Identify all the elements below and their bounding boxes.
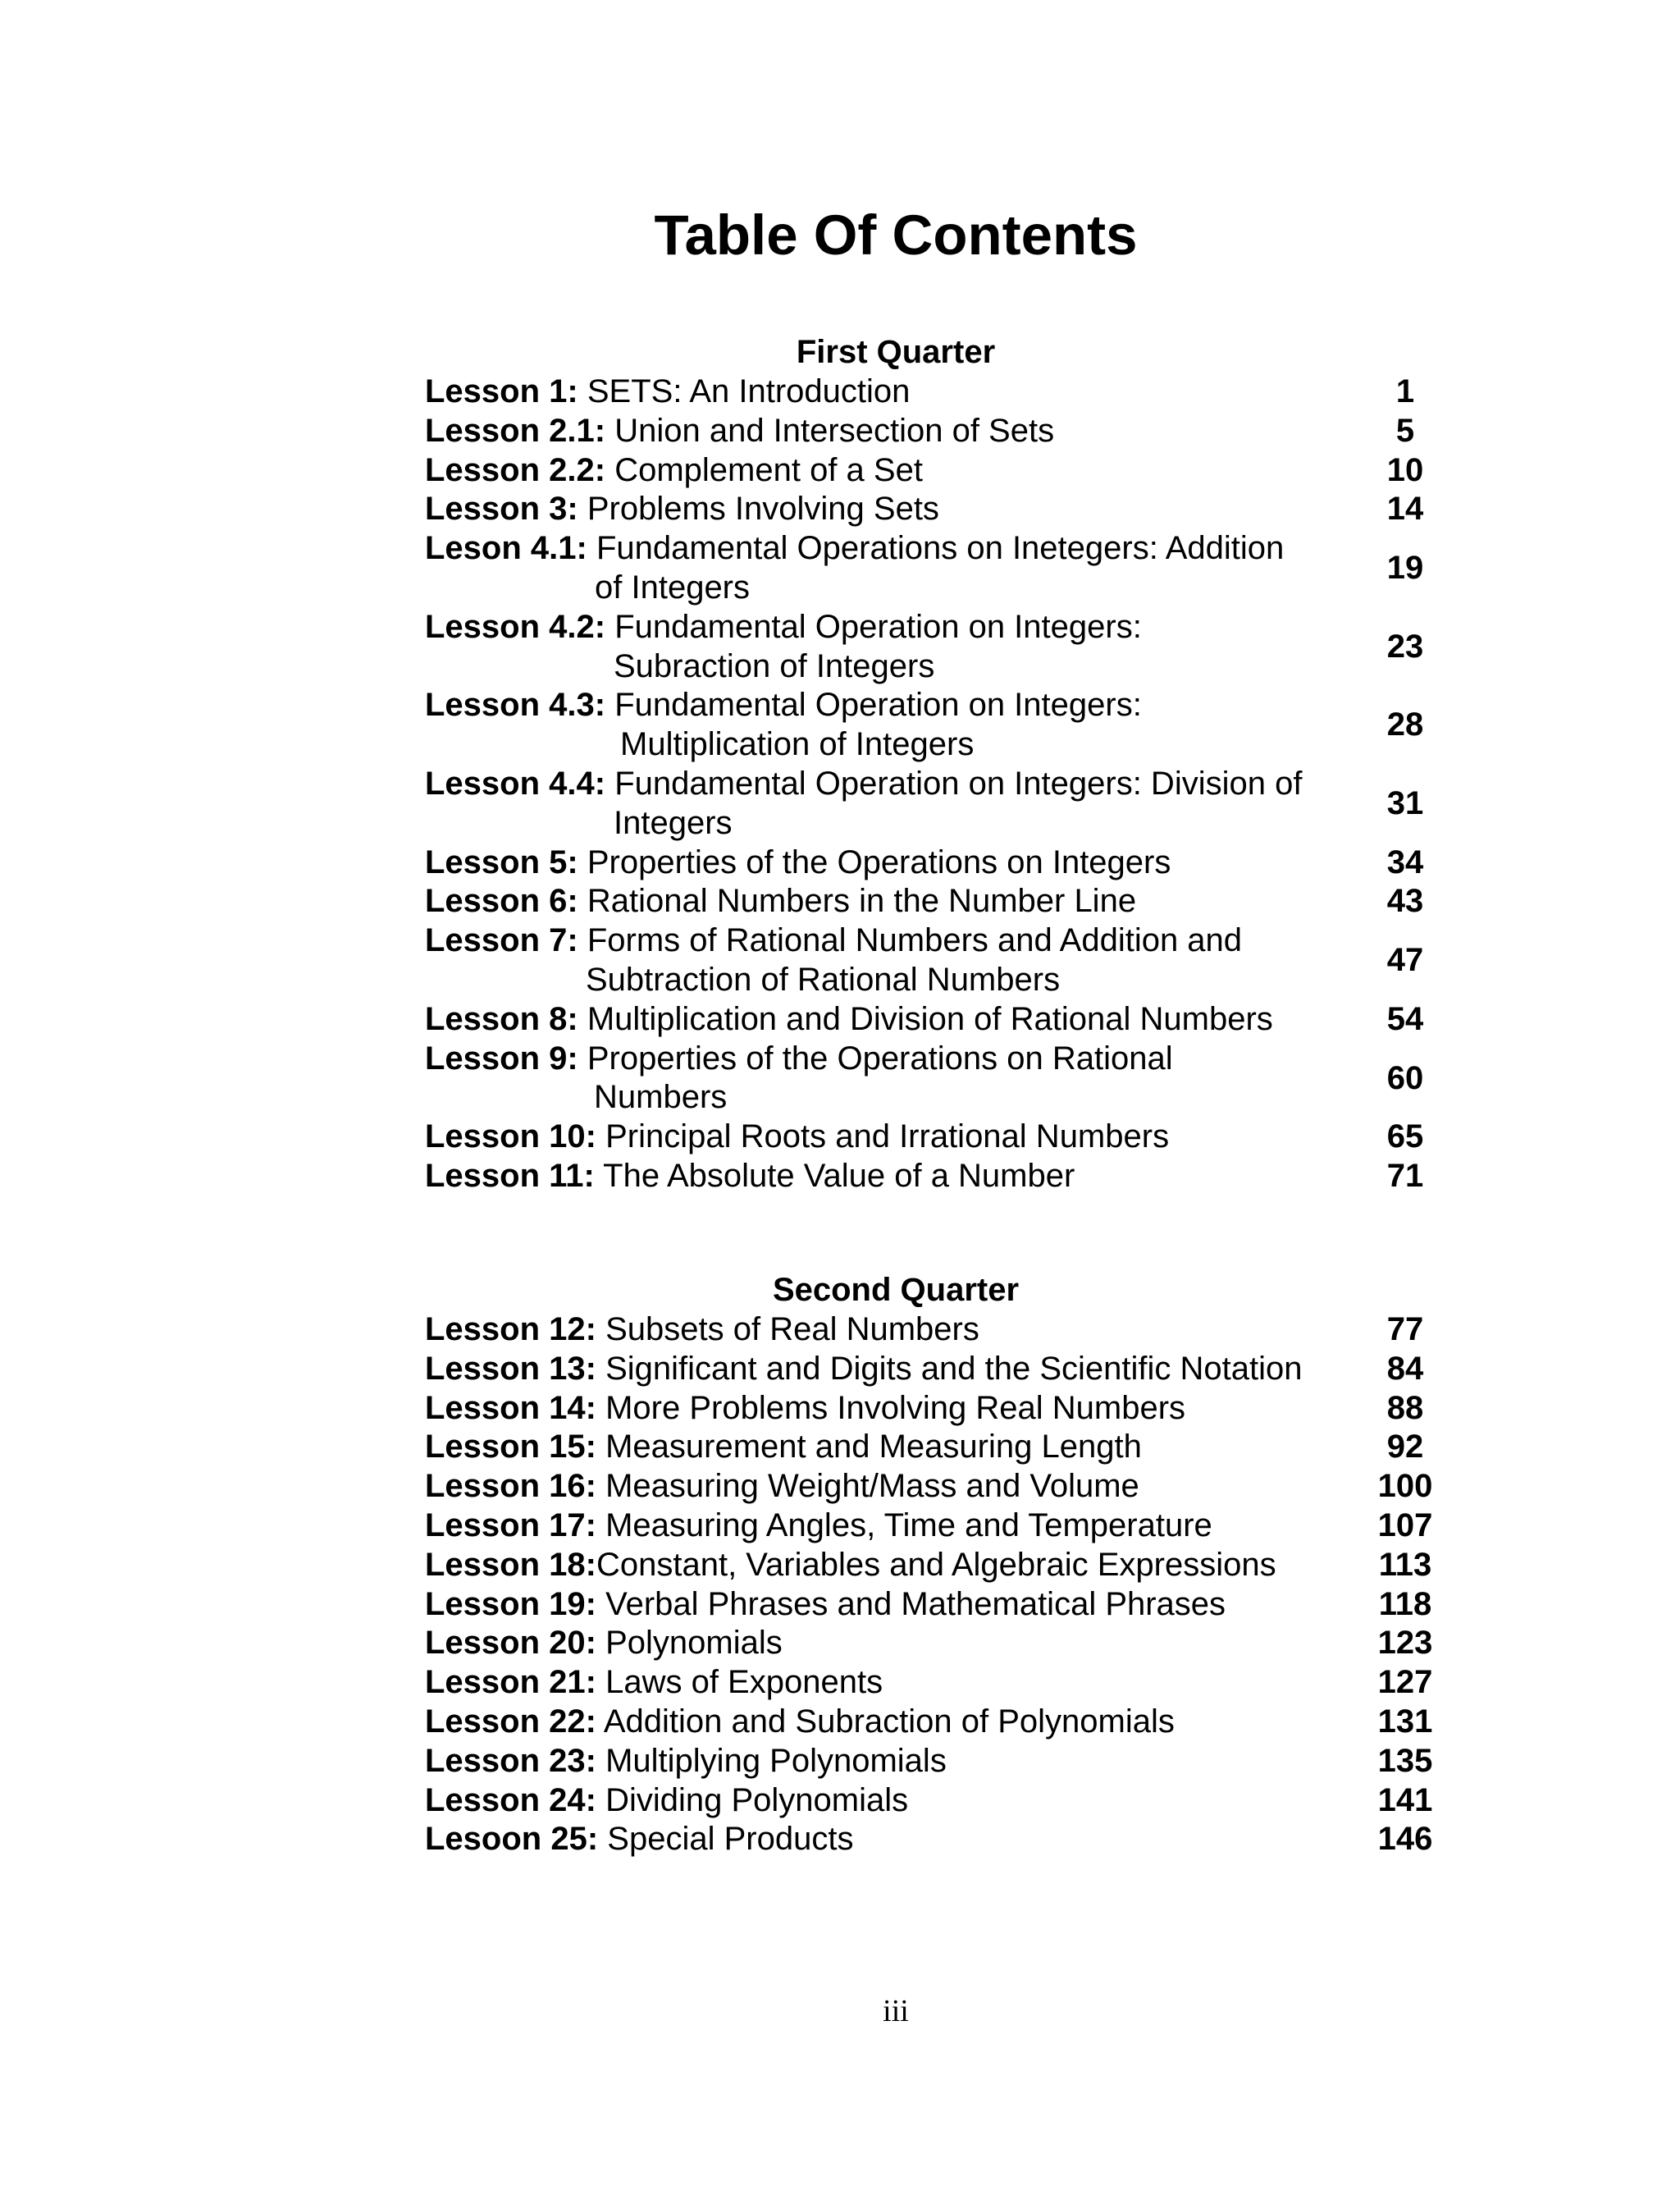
- toc-entry: [425, 529, 1442, 608]
- toc-entry: [425, 1742, 1442, 1781]
- toc-entry-text: Special Products: [607, 1821, 854, 1858]
- toc-entry-label: Lesson 2.2:: [425, 451, 606, 488]
- toc-entry-title-line: [425, 1546, 1442, 1585]
- toc-entry: [425, 1663, 1442, 1703]
- toc-entry-page-number: 65: [1386, 1118, 1424, 1155]
- toc-entry-title-line: [425, 1467, 1442, 1506]
- toc-entry-page-number: 84: [1386, 1350, 1424, 1387]
- toc-entry: [425, 1506, 1442, 1546]
- toc-entry-text: Fundamental Operation on Integers:: [614, 608, 1142, 645]
- toc-entry-text: Fundamental Operations on Inetegers: Addition: [596, 530, 1285, 567]
- toc-entry: [425, 608, 1442, 687]
- toc-entry-label: Lesson 3:: [425, 491, 578, 528]
- toc-entry-text: Significant and Digits and the Scientific Notation: [605, 1350, 1303, 1387]
- toc-entry-label: Lesson 19:: [425, 1585, 596, 1622]
- toc-entry-page-number: 100: [1377, 1468, 1433, 1505]
- toc-entry-label: Lesson 24:: [425, 1781, 596, 1818]
- toc-entry: [425, 1040, 1442, 1118]
- toc-entry-continuation: Integers: [614, 804, 733, 841]
- toc-entry: [425, 1000, 1442, 1040]
- toc-entry: [425, 686, 1442, 765]
- toc-entry-title-line: [425, 1389, 1442, 1429]
- toc-entry-label: Lesson 14:: [425, 1389, 596, 1426]
- toc-entry: [425, 1546, 1442, 1585]
- toc-entry-label: Lesson 4.3:: [425, 687, 606, 724]
- toc-entry-continuation: Multiplication of Integers: [620, 726, 975, 763]
- toc-entry-label: Lesson 22:: [425, 1703, 596, 1740]
- toc-entry-page-number: 54: [1386, 1000, 1424, 1037]
- toc-entry: [425, 412, 1442, 451]
- toc-entry-page-number: 127: [1377, 1664, 1433, 1701]
- toc-entry-page-number: 47: [1386, 942, 1424, 979]
- toc-entry: [425, 451, 1442, 491]
- toc-entry-label: Lesson 4.2:: [425, 608, 606, 645]
- toc-entry-title-line: [425, 1585, 1442, 1625]
- toc-entry-text: Laws of Exponents: [605, 1664, 883, 1701]
- toc-entry-title-line: [425, 1506, 1442, 1546]
- toc-entry-page-number: 71: [1386, 1157, 1424, 1194]
- toc-entry-label: Lesson 20:: [425, 1625, 596, 1662]
- toc-entry-text: Complement of a Set: [614, 451, 923, 488]
- toc-entry-text: Measuring Angles, Time and Temperature: [605, 1506, 1212, 1543]
- toc-entry-continuation: of Integers: [595, 569, 751, 606]
- toc-entry-label: Lesson 4.4:: [425, 765, 606, 802]
- toc-entry: [425, 373, 1442, 412]
- toc-entry-label: Lesoon 25:: [425, 1821, 599, 1858]
- toc-entry-text: The Absolute Value of a Number: [603, 1157, 1075, 1194]
- toc-entry: [425, 1585, 1442, 1625]
- toc-entry-text: Measurement and Measuring Length: [605, 1429, 1142, 1465]
- toc-entry: [425, 844, 1442, 883]
- toc-entry-text: Multiplying Polynomials: [605, 1742, 947, 1779]
- toc-entry-page-number: 31: [1386, 784, 1424, 821]
- toc-entry-page-number: 141: [1377, 1781, 1433, 1818]
- toc-entry-text: Fundamental Operation on Integers: Division of: [614, 765, 1303, 802]
- toc-entry-page-number: 135: [1377, 1742, 1433, 1779]
- toc-entry-text: Subsets of Real Numbers: [605, 1311, 979, 1347]
- toc-entry: [425, 1781, 1442, 1821]
- toc-entry-label: Lesson 10:: [425, 1118, 596, 1155]
- toc-entry: [425, 1350, 1442, 1389]
- toc-entry-label: Leson 4.1:: [425, 530, 587, 567]
- toc-entry: [425, 1157, 1442, 1196]
- toc-entry: [425, 1467, 1442, 1506]
- toc-entry-title-line: [425, 1350, 1442, 1389]
- toc-entry: [425, 1389, 1442, 1429]
- toc-entry-page-number: 19: [1386, 550, 1424, 587]
- toc-entry: [425, 882, 1442, 921]
- toc-entry-text: Properties of the Operations on Integers: [587, 844, 1171, 880]
- toc-entry-page-number: 88: [1386, 1389, 1424, 1426]
- toc-entry-text: Multiplication and Division of Rational Numbers: [587, 1000, 1273, 1037]
- toc-list-second-quarter: [425, 1310, 1442, 1859]
- toc-entry-label: Lesson 6:: [425, 883, 578, 920]
- toc-entry-text: Union and Intersection of Sets: [614, 412, 1055, 449]
- toc-entry-text: Fundamental Operation on Integers:: [614, 687, 1142, 724]
- toc-entry-continuation: Numbers: [594, 1079, 728, 1116]
- toc-entry: [425, 1310, 1442, 1350]
- toc-entry-title-line: [425, 1040, 1442, 1079]
- toc-entry: [425, 1703, 1442, 1742]
- toc-entry-title-line: [425, 1742, 1442, 1781]
- toc-entry-page-number: 92: [1386, 1429, 1424, 1465]
- toc-entry-page-number: 113: [1378, 1546, 1432, 1583]
- toc-entry-label: Lesson 18:: [425, 1546, 596, 1583]
- toc-entry-text: Dividing Polynomials: [605, 1781, 909, 1818]
- toc-entry-text: SETS: An Introduction: [587, 373, 911, 409]
- toc-entry-title-line: [425, 529, 1442, 569]
- toc-entry-title-line: [425, 844, 1442, 883]
- toc-entry-title-line: [425, 1703, 1442, 1742]
- toc-entry-title-line: [425, 1428, 1442, 1467]
- toc-entry-continuation: Subraction of Integers: [614, 647, 935, 684]
- toc-entry-title-line: [425, 1157, 1442, 1196]
- toc-entry-title-line: [425, 686, 1442, 725]
- toc-list-first-quarter: [425, 373, 1442, 1196]
- page-number-footer: iii: [883, 1994, 909, 2028]
- toc-entry-title-line: [425, 1781, 1442, 1821]
- toc-entry-text: Rational Numbers in the Number Line: [587, 883, 1137, 920]
- toc-entry: [425, 921, 1442, 1000]
- toc-entry-title-line: [425, 882, 1442, 921]
- toc-entry: [425, 1624, 1442, 1663]
- toc-entry-text: Forms of Rational Numbers and Addition and: [587, 922, 1243, 959]
- toc-entry-page-number: 77: [1386, 1311, 1424, 1347]
- toc-entry-title-line: [425, 1663, 1442, 1703]
- toc-entry-page-number: 28: [1386, 706, 1424, 743]
- toc-entry: [425, 1118, 1442, 1157]
- toc-entry-label: Lesson 17:: [425, 1506, 596, 1543]
- toc-entry-title-line: [425, 1624, 1442, 1663]
- toc-entry-label: Lesson 11:: [425, 1157, 595, 1194]
- toc-entry-title-line: [425, 451, 1442, 491]
- toc-entry-label: Lesson 8:: [425, 1000, 578, 1037]
- toc-entry-text: Measuring Weight/Mass and Volume: [605, 1468, 1139, 1505]
- toc-entry-page-number: 118: [1378, 1585, 1432, 1622]
- toc-entry-text: Problems Involving Sets: [587, 491, 939, 528]
- section-heading-second-quarter: Second Quarter: [772, 1272, 1020, 1308]
- toc-entry-title-line: [425, 608, 1442, 647]
- toc-entry-page-number: 60: [1386, 1059, 1424, 1096]
- toc-entry-page-number: 131: [1377, 1703, 1433, 1740]
- toc-entry-continuation: Subtraction of Rational Numbers: [586, 961, 1061, 998]
- toc-entry-title-line: [425, 1310, 1442, 1350]
- toc-entry-label: Lesson 2.1:: [425, 412, 606, 449]
- toc-entry-text: Polynomials: [605, 1625, 783, 1662]
- toc-entry-title-line: [425, 1820, 1442, 1859]
- toc-entry-page-number: 14: [1386, 491, 1424, 528]
- toc-entry-page-number: 5: [1395, 412, 1415, 449]
- toc-entry: [425, 490, 1442, 529]
- toc-entry-title-line: [425, 490, 1442, 529]
- toc-entry-text: Verbal Phrases and Mathematical Phrases: [605, 1585, 1226, 1622]
- toc-entry-label: Lesson 5:: [425, 844, 578, 880]
- toc-entry-label: Lesson 13:: [425, 1350, 596, 1387]
- toc-entry-title-line: [425, 412, 1442, 451]
- section-heading-first-quarter: First Quarter: [796, 334, 996, 370]
- toc-entry-page-number: 107: [1377, 1506, 1433, 1543]
- toc-entry-page-number: 34: [1386, 844, 1424, 880]
- toc-entry: [425, 765, 1442, 844]
- toc-entry-page-number: 23: [1386, 628, 1424, 665]
- toc-entry-page-number: 123: [1377, 1625, 1433, 1662]
- toc-entry-label: Lesson 21:: [425, 1664, 596, 1701]
- toc-entry-label: Lesson 9:: [425, 1040, 578, 1077]
- toc-entry-title-line: [425, 765, 1442, 804]
- toc-entry-page-number: 146: [1377, 1821, 1433, 1858]
- toc-entry-label: Lesson 15:: [425, 1429, 596, 1465]
- toc-entry-label: Lesson 1:: [425, 373, 578, 409]
- toc-entry-label: Lesson 7:: [425, 922, 578, 959]
- toc-entry-label: Lesson 16:: [425, 1468, 596, 1505]
- toc-entry-page-number: 1: [1395, 373, 1415, 409]
- toc-entry-title-line: [425, 1118, 1442, 1157]
- toc-entry-title-line: [425, 1000, 1442, 1040]
- toc-entry-text: Properties of the Operations on Rational: [587, 1040, 1173, 1077]
- toc-entry-text: Principal Roots and Irrational Numbers: [605, 1118, 1170, 1155]
- toc-entry-title-line: [425, 373, 1442, 412]
- toc-entry: [425, 1820, 1442, 1859]
- page-title: Table Of Contents: [654, 203, 1138, 267]
- toc-entry: [425, 1428, 1442, 1467]
- toc-entry-title-line: [425, 921, 1442, 961]
- toc-entry-page-number: 10: [1386, 451, 1424, 488]
- toc-entry-label: Lesson 23:: [425, 1742, 596, 1779]
- toc-entry-page-number: 43: [1386, 883, 1424, 920]
- toc-entry-label: Lesson 12:: [425, 1311, 596, 1347]
- toc-entry-text: Addition and Subraction of Polynomials: [603, 1703, 1175, 1740]
- toc-entry-text: More Problems Involving Real Numbers: [605, 1389, 1186, 1426]
- toc-entry-text: Constant, Variables and Algebraic Expressions: [596, 1546, 1276, 1583]
